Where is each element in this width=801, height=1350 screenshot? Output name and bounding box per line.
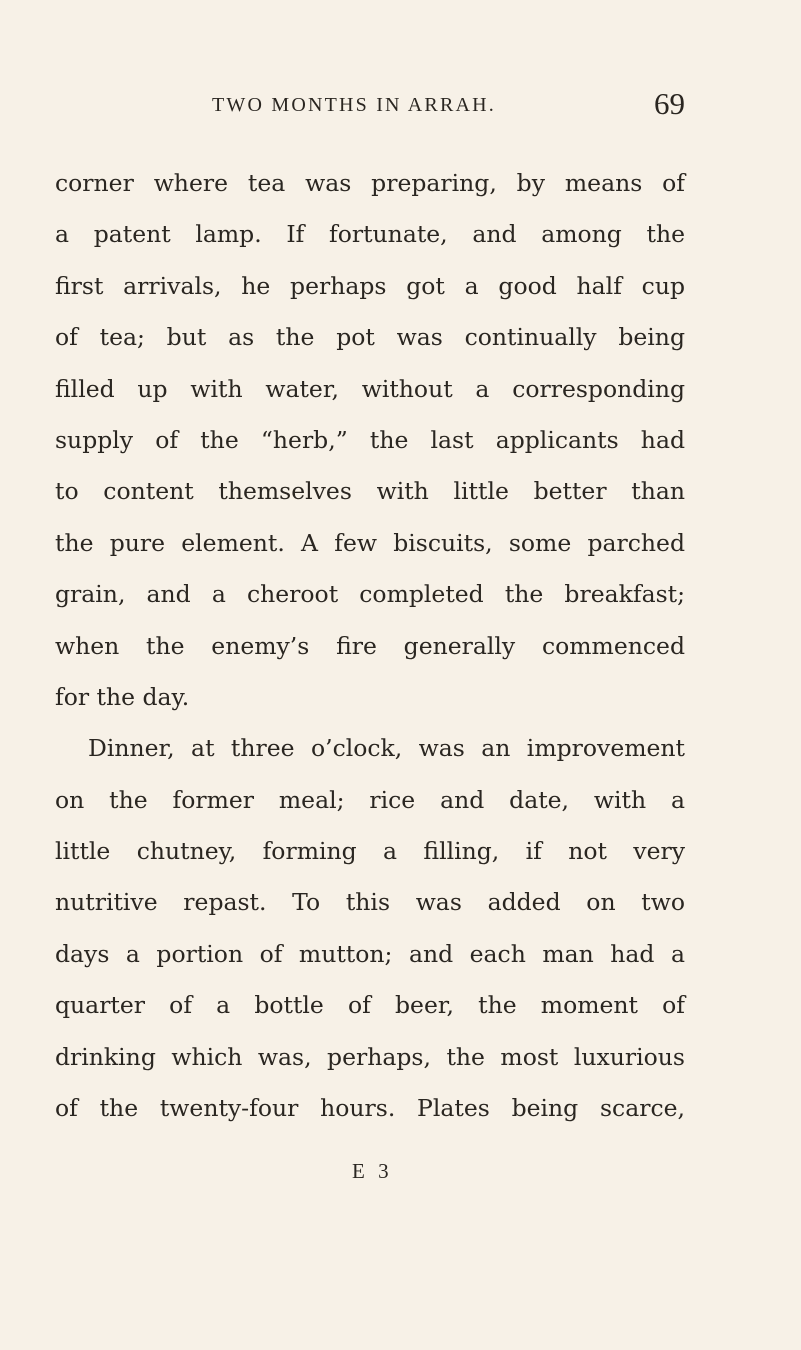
text-line: the pure element. A few biscuits, some parched bbox=[55, 528, 685, 557]
text-line: corner where tea was preparing, by means of bbox=[55, 169, 685, 197]
text-line: grain, and a cheroot completed the breakfast; bbox=[55, 580, 685, 609]
page-number: 69 bbox=[654, 86, 685, 121]
text-line: filled up with water, without a corresponding bbox=[55, 374, 685, 403]
text-line: first arrivals, he perhaps got a good half cup bbox=[55, 271, 685, 300]
text-line: to content themselves with little better than bbox=[55, 477, 685, 506]
running-title: TWO MONTHS IN ARRAH. bbox=[212, 94, 496, 116]
signature-mark: E 3 bbox=[352, 1159, 393, 1183]
text-line: on the former meal; rice and date, with a bbox=[55, 785, 685, 814]
text-line: quarter of a bottle of beer, the moment of bbox=[55, 991, 685, 1020]
text-line: a patent lamp. If fortunate, and among the bbox=[55, 220, 685, 249]
text-line: of the twenty-four hours. Plates being scarce, bbox=[55, 1094, 685, 1123]
text-line: of tea; but as the pot was continually being bbox=[55, 323, 685, 352]
text-line: nutritive repast. To this was added on two bbox=[55, 888, 685, 917]
text-line: drinking which was, perhaps, the most luxurious bbox=[55, 1042, 685, 1071]
paragraph-end-line: for the day. bbox=[55, 682, 190, 711]
paragraph-start-line: Dinner, at three o’clock, was an improvement bbox=[88, 734, 685, 763]
text-line: days a portion of mutton; and each man had a bbox=[55, 939, 685, 968]
running-head bbox=[0, 86, 801, 126]
text-line: little chutney, forming a filling, if not very bbox=[55, 837, 685, 866]
text-line: supply of the “herb,” the last applicants had bbox=[55, 425, 685, 454]
body-text bbox=[55, 158, 685, 1134]
text-line: when the enemy’s fire generally commenced bbox=[55, 631, 685, 660]
